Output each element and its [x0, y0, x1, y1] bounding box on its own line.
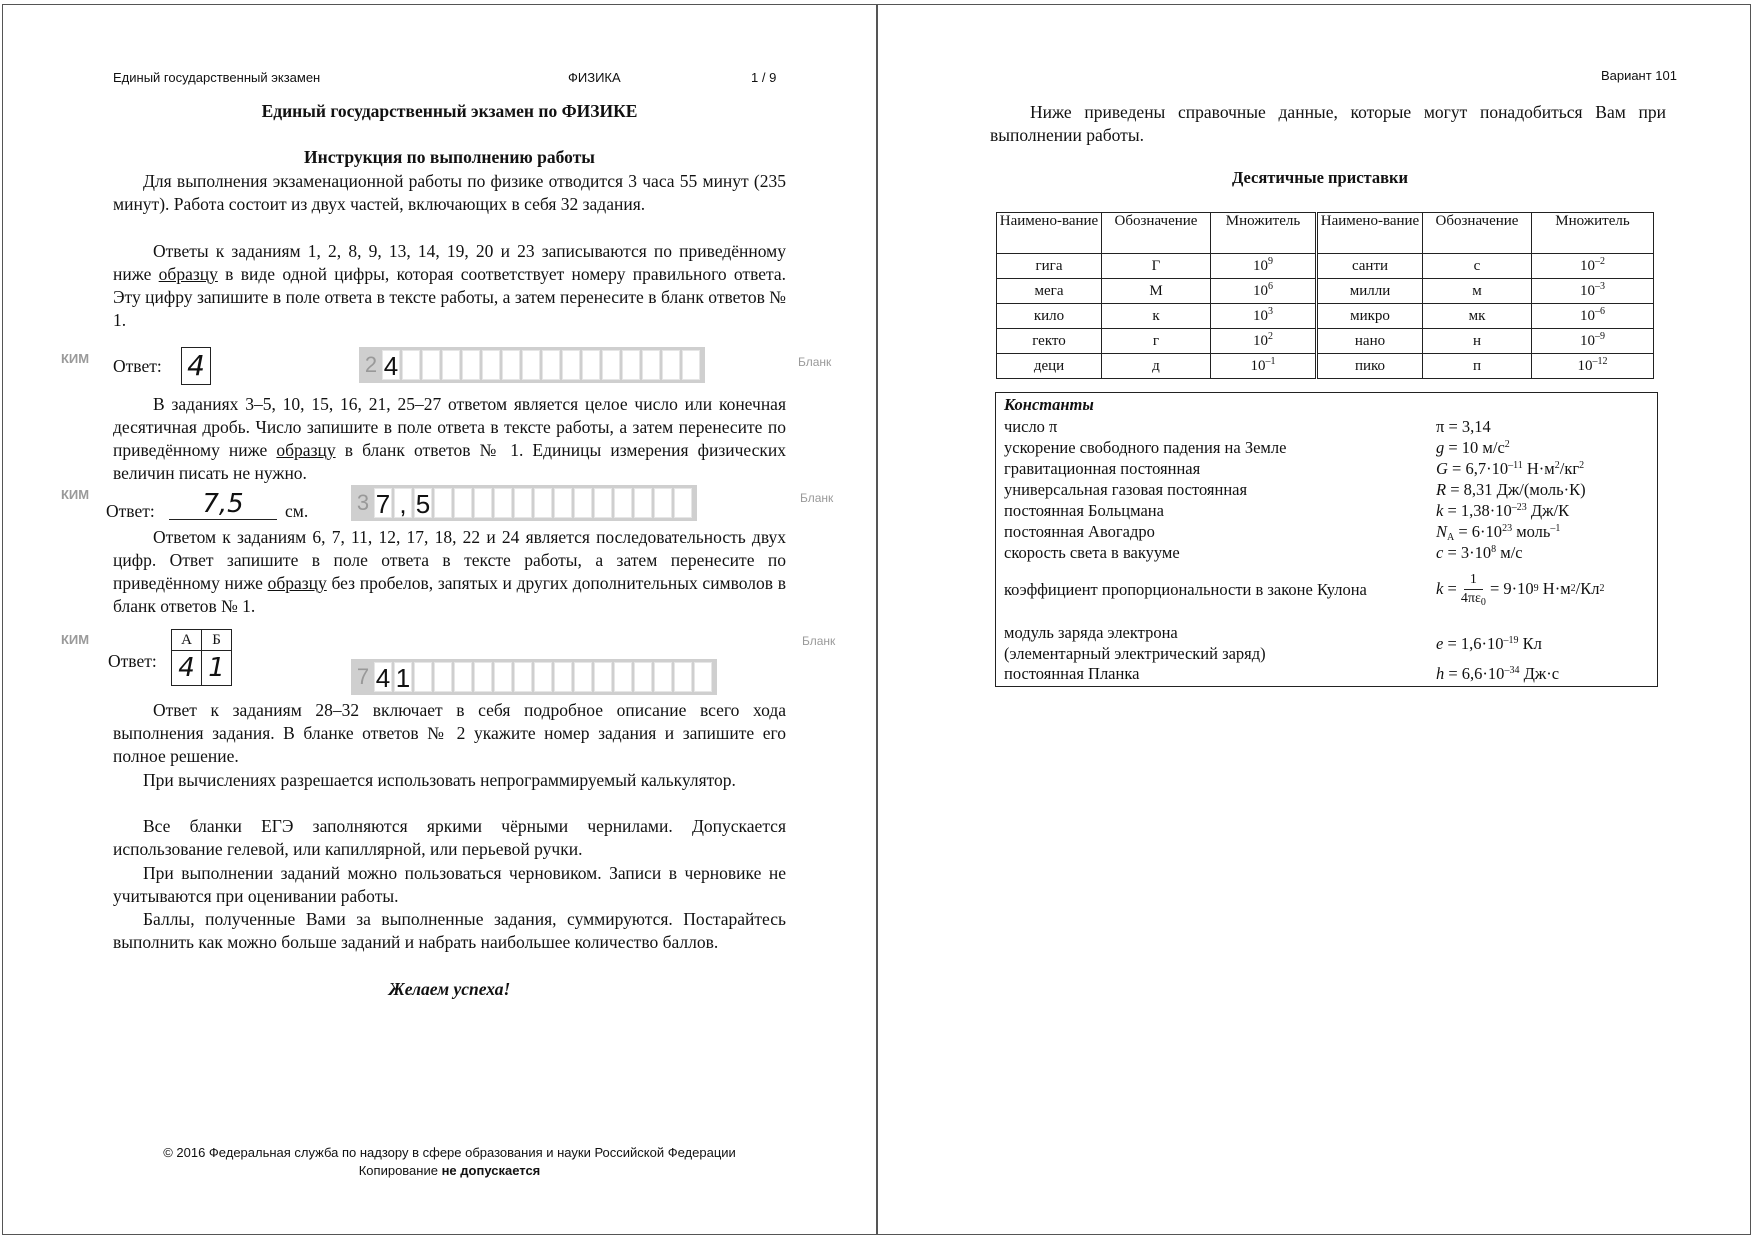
form-cell: [602, 350, 620, 380]
constant-name: постоянная Больцмана: [1004, 501, 1164, 520]
constants-title: Константы: [1004, 395, 1094, 414]
reference-intro: Ниже приведены справочные данные, которые могут понадобиться Вам при выполнении работы.: [990, 102, 1666, 145]
form-cell: [594, 488, 612, 518]
table-row: [997, 354, 1654, 379]
prefix-name: нано: [1317, 329, 1423, 354]
form-cell: [442, 350, 460, 380]
answer-form-strip: [351, 485, 697, 521]
form-cell: [634, 662, 652, 692]
constant-value: $G = 6,7\cdot 10^{-11}$ $Н\cdot м^2/кг^2$: [1436, 459, 1585, 478]
constant-value: g = 10 $м/с^2$: [1436, 438, 1510, 457]
prefix-name: мега: [997, 279, 1102, 304]
prefix-name: кило: [997, 304, 1102, 329]
header-multiplier: Множитель: [1211, 213, 1317, 254]
column-a-header: А: [172, 630, 202, 651]
header-name: Наимено-вание: [997, 213, 1102, 254]
paragraph-detailed-answer: Ответ к заданиям 28–32 включает в себя подробное описание всего хода выполнения задания. В бланке ответов № 2 укажите номер задания и запишите его полное решение.: [113, 700, 786, 766]
good-luck-text: Желаем успеха!: [388, 979, 511, 999]
form-cell: [574, 488, 592, 518]
prefix-symbol: м: [1423, 279, 1532, 304]
form-cell: [522, 350, 540, 380]
constant-value: $h = 6,6\cdot 10^{-34}$ Дж·с: [1436, 664, 1560, 683]
form-cell: [534, 662, 552, 692]
form-cell: 2: [362, 350, 380, 380]
constant-value: $k = 1,38\cdot 10^{-23}$ Дж/К: [1436, 501, 1570, 520]
column-a-value: 4: [172, 651, 202, 686]
form-cell: [554, 662, 572, 692]
form-cell: [462, 350, 480, 380]
constant-name: постоянная Планка: [1004, 664, 1140, 683]
blank-label: Бланк: [802, 634, 836, 648]
form-cell: [662, 350, 680, 380]
form-cell: [694, 662, 712, 692]
answer-label: Ответ:: [113, 356, 162, 376]
table-row: [997, 304, 1654, 329]
constant-value: $c = 3\cdot 10^8$ м/с: [1436, 543, 1523, 562]
header-subject: ФИЗИКА: [568, 70, 621, 85]
copy-notice: Копирование не допускается: [358, 1163, 541, 1178]
constant-name: модуль заряда электрона: [1004, 623, 1178, 642]
constant-name: гравитационная постоянная: [1004, 459, 1201, 478]
form-cell: [562, 350, 580, 380]
prefix-symbol: д: [1102, 354, 1211, 379]
prefix-symbol: н: [1423, 329, 1532, 354]
prefix-symbol: мк: [1423, 304, 1532, 329]
form-cell: 1: [395, 663, 411, 693]
prefix-multiplier: $10^9$: [1211, 254, 1317, 279]
fraction: $\frac{1}{4\pi\varepsilon_0}$: [1460, 571, 1486, 608]
kim-label: КИМ: [61, 487, 90, 502]
form-cell: [554, 488, 572, 518]
page-number: 1 / 9: [751, 70, 777, 85]
form-cell: 7: [375, 489, 391, 519]
form-cell: [514, 488, 532, 518]
paragraph-intro: Для выполнения экзаменационной работы по физике отводится 3 часа 55 минут (235 минут). Работа состоит из двух частей, включающих в себя 32 задания.: [113, 171, 786, 214]
header-multiplier: Множитель: [1532, 213, 1654, 254]
prefix-symbol: М: [1102, 279, 1211, 304]
header-symbol: Обозначение: [1102, 213, 1211, 254]
form-cell: 5: [415, 489, 431, 519]
constant-name: число π: [1004, 417, 1058, 436]
form-cell: [634, 488, 652, 518]
form-cell: [434, 488, 452, 518]
form-cell: [674, 662, 692, 692]
paragraph-number-answer: В заданиях 3–5, 10, 15, 16, 21, 25–27 ответом является целое число или конечная десятичная дробь. Число запишите в поле ответа в тексте работы, а затем перенесите по приведённому ниже образцу в бланк ответов № 1. Единицы измерения физических величин писать не нужно.: [113, 394, 786, 483]
prefix-multiplier: $10^6$: [1211, 279, 1317, 304]
page-right: [877, 4, 1751, 1235]
form-cell: [434, 662, 452, 692]
prefixes-table: [996, 212, 1654, 379]
prefix-name: пико: [1317, 354, 1423, 379]
copyright-footer: © 2016 Федеральная служба по надзору в сфере образования и науки Российской Федерации: [163, 1145, 736, 1160]
form-cell: 7: [354, 662, 372, 692]
form-cell: [534, 488, 552, 518]
prefix-symbol: к: [1102, 304, 1211, 329]
prefix-symbol: с: [1423, 254, 1532, 279]
form-cell: [582, 350, 600, 380]
table-row: [997, 279, 1654, 304]
form-cell: [654, 662, 672, 692]
prefix-multiplier: $10^3$: [1211, 304, 1317, 329]
header-name: Наимено-вание: [1317, 213, 1423, 254]
form-cell: [542, 350, 560, 380]
form-cell: [682, 350, 700, 380]
form-cell: [574, 662, 592, 692]
form-cell: 3: [354, 488, 372, 518]
constant-value: k = $\frac{1}{4\pi\varepsilon_0}$ = 9·10 9 Н·м 2 /Кл 2: [1436, 571, 1605, 608]
paragraph-ink: Все бланки ЕГЭ заполняются яркими чёрными чернилами. Допускается использование гелевой, или капиллярной, или перьевой ручки.: [113, 816, 786, 859]
prefix-multiplier: $10^{-6}$: [1532, 304, 1654, 329]
constant-value: $e = 1,6\cdot 10^{-19}$ Кл: [1436, 634, 1542, 653]
prefix-multiplier: $10^{-1}$: [1211, 354, 1317, 379]
prefix-multiplier: $10^{-3}$: [1532, 279, 1654, 304]
paragraph-calculator: При вычислениях разрешается использовать непрограммируемый калькулятор.: [143, 770, 736, 790]
prefix-name: деци: [997, 354, 1102, 379]
form-cell: [502, 350, 520, 380]
prefix-multiplier: $10^{-12}$: [1532, 354, 1654, 379]
form-cell: [622, 350, 640, 380]
constant-name: скорость света в вакууме: [1004, 543, 1180, 562]
answer-form-strip: [351, 659, 717, 695]
prefix-name: милли: [1317, 279, 1423, 304]
form-cell: [474, 662, 492, 692]
form-cell: [614, 662, 632, 692]
form-cell: [642, 350, 660, 380]
prefix-symbol: г: [1102, 329, 1211, 354]
form-cell: ,: [394, 488, 412, 518]
constant-name: коэффициент пропорциональности в законе Кулона: [1004, 580, 1367, 599]
table-row: [997, 329, 1654, 354]
form-cell: [422, 350, 440, 380]
blank-label: Бланк: [800, 491, 834, 505]
unit-label: см.: [285, 501, 309, 521]
table-row: [997, 254, 1654, 279]
form-cell: [674, 488, 692, 518]
exam-title: Единый государственный экзамен по ФИЗИКЕ: [261, 101, 638, 121]
blank-label: Бланк: [798, 355, 832, 369]
prefix-name: гига: [997, 254, 1102, 279]
prefix-symbol: п: [1423, 354, 1532, 379]
constant-name: постоянная Авогадро: [1004, 522, 1155, 541]
paragraph-draft: При выполнении заданий можно пользоваться черновиком. Записи в черновике не учитываются при оценивании работы.: [113, 863, 786, 906]
form-cell: [614, 488, 632, 518]
kim-label: КИМ: [61, 351, 90, 366]
prefix-symbol: Г: [1102, 254, 1211, 279]
form-cell: [402, 350, 420, 380]
constant-value: $N_А = 6\cdot 10^{23}$ моль$^{-1}$: [1436, 522, 1561, 543]
form-cell: [414, 662, 432, 692]
prefix-multiplier: $10^2$: [1211, 329, 1317, 354]
paragraph-points: Баллы, полученные Вами за выполненные задания, суммируются. Постарайтесь выполнить как можно больше заданий и набрать наибольшее количество баллов.: [113, 909, 786, 952]
form-cell: [494, 488, 512, 518]
constant-name: (элементарный электрический заряд): [1004, 644, 1266, 663]
handwritten-answer-table: [171, 629, 232, 686]
kim-label: КИМ: [61, 632, 90, 647]
form-cell: [494, 662, 512, 692]
answer-label: Ответ:: [108, 651, 157, 671]
constant-value: π = 3,14: [1436, 417, 1491, 436]
form-cell: [454, 488, 472, 518]
answer-form-strip: [359, 347, 705, 383]
constant-name: универсальная газовая постоянная: [1004, 480, 1248, 499]
column-b-value: 1: [202, 651, 232, 686]
variant-label: Вариант 101: [1600, 68, 1677, 83]
form-cell: [482, 350, 500, 380]
instruction-title: Инструкция по выполнению работы: [304, 147, 595, 167]
prefix-name: гекто: [997, 329, 1102, 354]
page-left: [2, 4, 877, 1235]
constants-box: [995, 392, 1658, 687]
paragraph-single-digit: Ответы к заданиям 1, 2, 8, 9, 13, 14, 19, 20 и 23 записываются по приведённому ниже образцу в виде одной цифры, которая соответствует номеру правильного ответа. Эту цифру запишите в поле ответа в тексте работы, а затем перенесите в бланк ответов № 1.: [113, 241, 786, 330]
answer-label: Ответ:: [106, 501, 155, 521]
prefix-name: микро: [1317, 304, 1423, 329]
prefixes-title: Десятичные приставки: [1231, 168, 1409, 187]
prefix-name: санти: [1317, 254, 1423, 279]
form-cell: [474, 488, 492, 518]
handwritten-answer-line: 7,5: [169, 489, 277, 520]
constant-value: R = 8,31 Дж/(моль·К): [1436, 480, 1586, 499]
header-left: Единый государственный экзамен: [113, 70, 321, 85]
form-cell: [514, 662, 532, 692]
prefix-multiplier: $10^{-2}$: [1532, 254, 1654, 279]
paragraph-digit-sequence: Ответом к заданиям 6, 7, 11, 12, 17, 18, 22 и 24 является последовательность двух цифр. Ответ запишите в поле ответа в тексте работы, а затем перенесите по приведённому ниже образцу без пробелов, запятых и других дополнительных символов в бланк ответов № 1.: [113, 527, 786, 616]
column-b-header: Б: [202, 630, 232, 651]
prefix-multiplier: $10^{-9}$: [1532, 329, 1654, 354]
form-cell: [654, 488, 672, 518]
handwritten-answer-box: 4: [181, 347, 211, 385]
form-cell: [594, 662, 612, 692]
form-cell: 4: [383, 351, 399, 381]
header-symbol: Обозначение: [1423, 213, 1532, 254]
form-cell: [454, 662, 472, 692]
form-cell: 4: [375, 663, 391, 693]
constant-name: ускорение свободного падения на Земле: [1004, 438, 1287, 457]
